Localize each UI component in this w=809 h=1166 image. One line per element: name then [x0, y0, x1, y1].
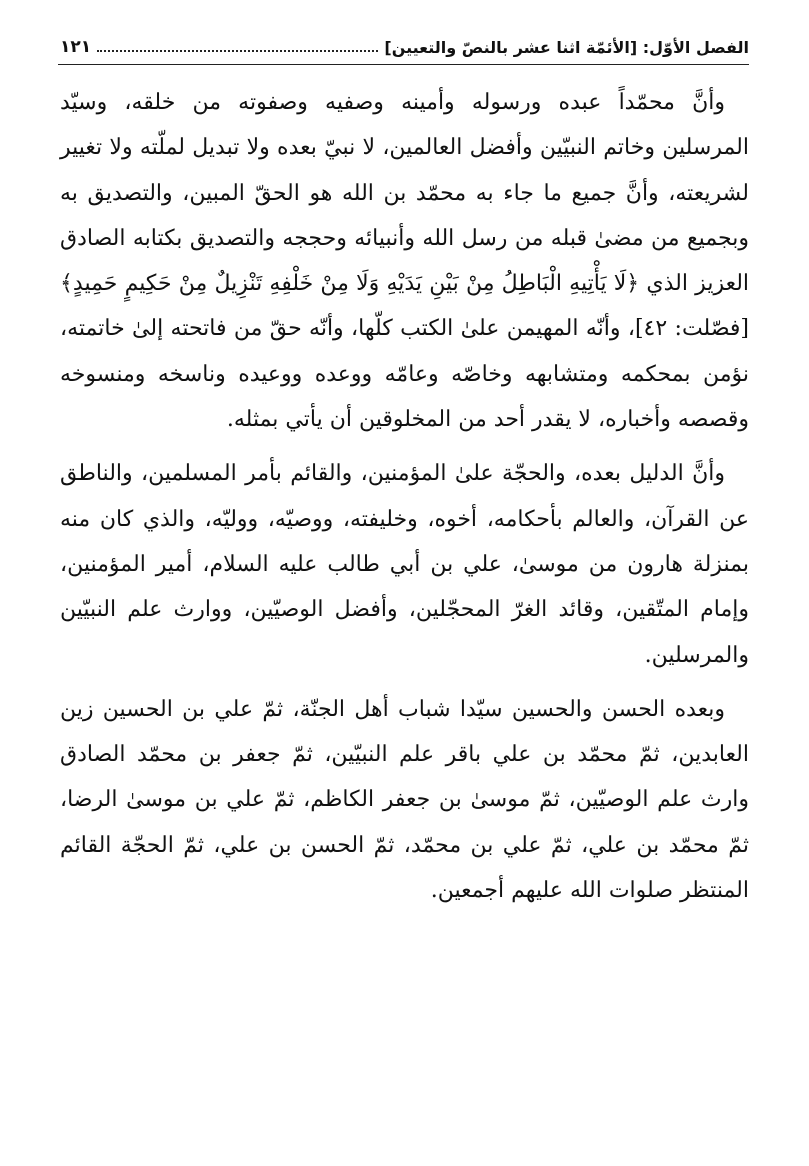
- header-rule: [58, 64, 749, 65]
- paragraph-2: وأنَّ الدليل بعده، والحجّة علىٰ المؤمنين، والقائم بأمر المسلمين، والناطق عن القرآن، والعالم بأحكامه، أخوه، وخليفته، ووصيّه، ووليّه، والذي كان منه بمنزلة هارون من موسىٰ، علي بن أبي طالب عليه السلام، أمير المؤمنين، وإمام المتّقين، وقائد الغرّ المحجّلين، وأفضل الوصيّين، ووارث علم النبيّين والمرسلين.: [60, 461, 749, 668]
- paragraph-3: وبعده الحسن والحسين سيّدا شباب أهل الجنّة، ثمّ علي بن الحسين زين العابدين، ثمّ محمّد بن علي باقر علم النبيّين، ثمّ جعفر بن محمّد الصادق وارث علم الوصيّين، ثمّ موسىٰ بن جعفر الكاظم، ثمّ علي بن موسىٰ الرضا، ثمّ محمّد بن علي، ثمّ علي بن محمّد، ثمّ الحسن بن علي، ثمّ الحجّة القائم المنتظر صلوات الله عليهم أجمعين.: [60, 696, 749, 904]
- leader-dots: [97, 50, 378, 52]
- quran-verse: ﴿لَا يَأْتِيهِ الْبَاطِلُ مِنْ بَيْنِ يَدَيْهِ وَلَا مِنْ خَلْفِهِ تَنْزِيلٌ مِنْ حَكِيمٍ حَمِيدٍ﴾: [60, 271, 640, 297]
- paragraph-1-part-a: وأنَّ محمّداً عبده ورسوله وأمينه وصفيه وصفوته من خلقه، وسيّد المرسلين وخاتم النبيّين وأفضل العالمين، لا نبيّ بعده ولا تبديل لملّته ولا تغيير لشريعته، وأنَّ جميع ما جاء به محمّد بن الله هو الحقّ المبين، والتصديق به وبجميع من مضىٰ قبله من رسل الله وأنبيائه وحججه والتصديق بكتابه الصادق العزيز الذي: [60, 90, 750, 297]
- chapter-title: الفصل الأوّل: [الأئمّة اثنا عشر بالنصّ والتعيين]: [384, 37, 749, 57]
- running-header: [60, 30, 749, 64]
- paragraph-1-part-b: [فصّلت: ٤٢]، وأنّه المهيمن علىٰ الكتب كلّها، وأنّه حقّ من فاتحته إلىٰ خاتمته، نؤمن بمحكمه ومتشابهه وخاصّه وعامّه ووعده ووعيده وناسخه ومنسوخه وقصصه وأخباره، لا يقدر أحد من المخلوقين أن يأتي بمثله.: [60, 316, 750, 433]
- paragraph-1: [60, 80, 749, 442]
- body-text: [60, 80, 749, 922]
- page-number: ١٢١: [60, 37, 92, 57]
